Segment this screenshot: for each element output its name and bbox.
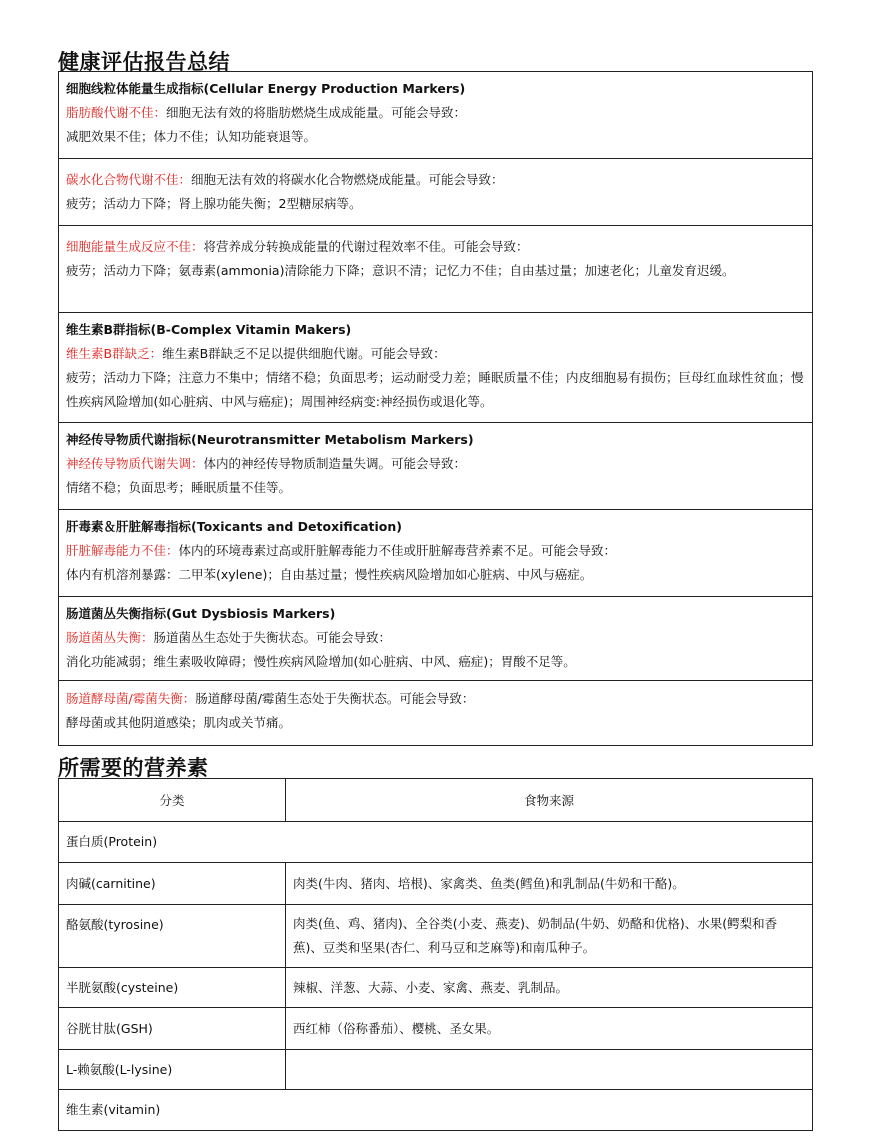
condition-label: 碳水化合物代谢不佳： (66, 172, 192, 187)
nutrient-name: 酪氨酸(tyrosine) (59, 905, 286, 968)
condition-effects: 消化功能减弱；维生素吸收障碍；慢性疾病风险增加(如心脏病、中风、癌症)；胃酸不足等。 (66, 654, 576, 669)
condition-label: 肠道菌丛失衡： (66, 630, 154, 645)
condition-desc: 体内的神经传导物质制造量失调。可能会导致： (203, 456, 467, 471)
condition-effects: 减肥效果不佳；体力不佳；认知功能衰退等。 (66, 129, 317, 144)
summary-section (59, 313, 812, 423)
summary-box (58, 71, 813, 746)
nutrient-name: 半胱氨酸(cysteine) (59, 968, 286, 1008)
summary-title: 健康评估报告总结 (58, 50, 230, 74)
summary-section (59, 423, 812, 510)
nutrient-name: 肉碱(carnitine) (59, 863, 286, 905)
condition-effects: 疲劳；活动力下降；肾上腺功能失衡；2型糖尿病等。 (66, 196, 362, 211)
nutrient-name: 谷胱甘肽(GSH) (59, 1008, 286, 1050)
condition-desc: 肠道菌丛生态处于失衡状态。可能会导致： (153, 630, 392, 645)
condition-label: 细胞能量生成反应不佳： (66, 239, 204, 254)
summary-section (59, 159, 812, 226)
column-header-category: 分类 (59, 779, 286, 822)
food-source (286, 1050, 813, 1090)
condition-desc: 肠道酵母菌/霉菌生态处于失衡状态。可能会导致： (195, 691, 475, 706)
condition-desc: 细胞无法有效的将碳水化合物燃烧成能量。可能会导致： (191, 172, 504, 187)
nutrients-title: 所需要的营养素 (58, 756, 209, 780)
condition-effects: 疲劳；活动力下降；氨毒素(ammonia)清除能力下降；意识不清；记忆力不佳；自由基过量；加速老化；儿童发育迟缓。 (66, 263, 735, 278)
condition-effects: 酵母菌或其他阴道感染；肌肉或关节痛。 (66, 715, 292, 730)
table-group-row: 维生素(vitamin) (59, 1090, 813, 1131)
table-group-row: 蛋白质(Protein) (59, 822, 813, 863)
condition-label: 脂肪酸代谢不佳： (66, 105, 167, 120)
food-source: 肉类(牛肉、猪肉、培根)、家禽类、鱼类(鳕鱼)和乳制品(牛奶和干酪)。 (286, 863, 813, 905)
summary-section (59, 681, 812, 745)
section-heading: 肝毒素＆肝脏解毒指标(Toxicants and Detoxification) (66, 519, 402, 534)
summary-section (59, 510, 812, 597)
condition-desc: 体内的环境毒素过高或肝脏解毒能力不佳或肝脏解毒营养素不足。可能会导致： (178, 543, 617, 558)
summary-section (59, 72, 812, 159)
condition-desc: 将营养成分转换成能量的代谢过程效率不佳。可能会导致： (203, 239, 529, 254)
summary-section (59, 597, 812, 681)
nutrients-table (58, 778, 813, 1131)
condition-effects: 情绪不稳；负面思考；睡眠质量不佳等。 (66, 480, 292, 495)
section-heading: 维生素B群指标(B-Complex Vitamin Makers) (66, 322, 352, 337)
food-source: 肉类(鱼、鸡、猪肉)、全谷类(小麦、燕麦)、奶制品(牛奶、奶酪和优格)、水果(鳄梨和香蕉)、豆类和坚果(杏仁、利马豆和芝麻等)和南瓜种子。 (286, 905, 813, 968)
section-heading: 细胞线粒体能量生成指标(Cellular Energy Production Markers) (66, 81, 466, 96)
condition-effects: 疲劳；活动力下降；注意力不集中；情绪不稳；负面思考；运动耐受力差；睡眠质量不佳；内皮细胞易有损伤；巨母红血球性贫血；慢性疾病风险增加(如心脏病、中风与癌症)；周围神经病变:神经损伤或退化等。 (66, 370, 804, 409)
condition-desc: 细胞无法有效的将脂肪燃烧生成成能量。可能会导致： (166, 105, 467, 120)
food-source: 西红柿（俗称番茄）、樱桃、圣女果。 (286, 1008, 813, 1050)
section-heading: 神经传导物质代谢指标(Neurotransmitter Metabolism Markers) (66, 432, 474, 447)
nutrients-table-wrap (58, 778, 813, 1132)
condition-effects: 体内有机溶剂暴露：二甲苯(xylene)；自由基过量；慢性疾病风险增加如心脏病、中风与癌症。 (66, 567, 593, 582)
summary-section (59, 226, 812, 313)
nutrient-name: L-赖氨酸(L-lysine) (59, 1050, 286, 1090)
column-header-food-source: 食物来源 (286, 779, 813, 822)
condition-label: 维生素B群缺乏： (66, 346, 163, 361)
condition-desc: 维生素B群缺乏不足以提供细胞代谢。可能会导致： (162, 346, 446, 361)
condition-label: 肝脏解毒能力不佳： (66, 543, 179, 558)
condition-label: 肠道酵母菌/霉菌失衡： (66, 691, 196, 706)
condition-label: 神经传导物质代谢失调： (66, 456, 204, 471)
section-heading: 肠道菌丛失衡指标(Gut Dysbiosis Markers) (66, 606, 336, 621)
food-source: 辣椒、洋葱、大蒜、小麦、家禽、燕麦、乳制品。 (286, 968, 813, 1008)
